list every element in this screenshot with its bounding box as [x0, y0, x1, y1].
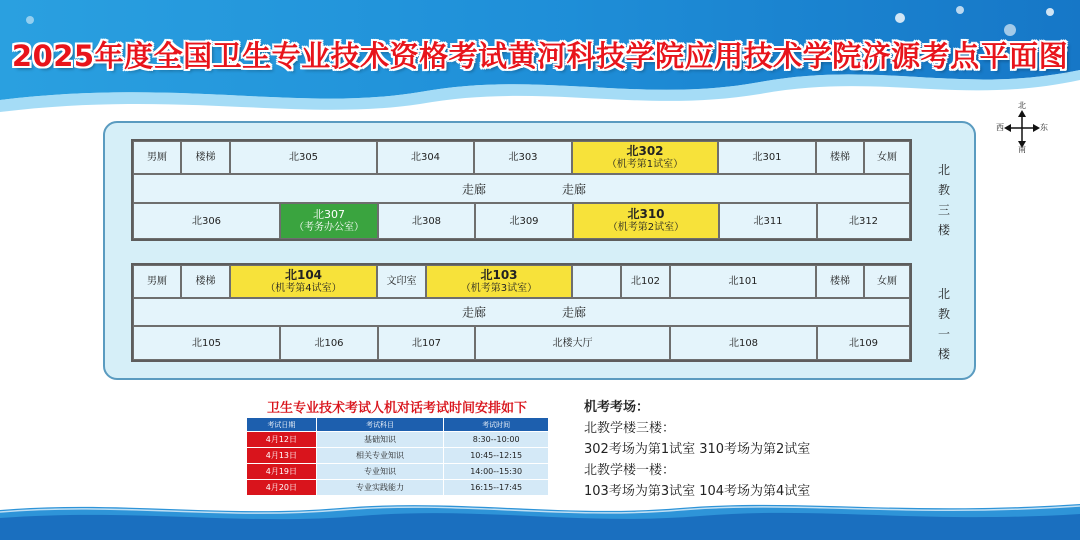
room-n307-exam-office: 北307 （考务办公室）: [280, 203, 378, 239]
exam-subject: 专业实践能力: [316, 480, 444, 496]
exam-subject: 专业知识: [316, 464, 444, 480]
schedule-title: 卫生专业技术考试人机对话考试时间安排如下: [266, 401, 527, 416]
exam-schedule-table: [246, 417, 549, 496]
compass-south: 南: [1018, 145, 1026, 154]
room-unlabeled: [572, 265, 621, 298]
room-n309: 北309: [475, 203, 573, 239]
room-n103-exam-3: 北103 （机考第3试室）: [426, 265, 572, 298]
notes-line: 302考场为第1试室 310考场为第2试室: [584, 442, 811, 457]
notes-heading: 机考考场：: [584, 400, 650, 415]
footer-wave: [0, 496, 1080, 540]
exam-time: 14:00--15:30: [444, 464, 549, 480]
table-row: [247, 464, 549, 480]
floor-3-label: 北 教 三 楼: [937, 163, 950, 237]
column-header: 考试时间: [444, 418, 549, 432]
floor-3-north-rooms: [131, 141, 912, 174]
corridor-label: 走廊: [562, 305, 587, 320]
room-n106: 北106: [280, 326, 378, 360]
floor-1-corridor-row: [131, 298, 912, 326]
room-north-hall: 北楼大厅: [475, 326, 670, 360]
room-stairs: 楼梯: [181, 141, 230, 174]
room-stairs: 楼梯: [816, 141, 864, 174]
room-n102: 北102: [621, 265, 670, 298]
room-n304: 北304: [377, 141, 474, 174]
exam-subject: 相关专业知识: [316, 448, 444, 464]
room-n107: 北107: [378, 326, 475, 360]
exam-date: 4月12日: [247, 432, 317, 448]
notes-line: 北教学楼一楼：: [584, 463, 676, 478]
room-stairs: 楼梯: [816, 265, 864, 298]
room-n105: 北105: [133, 326, 280, 360]
room-n108: 北108: [670, 326, 817, 360]
table-row: [247, 448, 549, 464]
room-print-room: 文印室: [377, 265, 426, 298]
room-n311: 北311: [719, 203, 817, 239]
room-n303: 北303: [474, 141, 572, 174]
exam-time: 16:15--17:45: [444, 480, 549, 496]
corridor: [133, 298, 910, 326]
room-n104-exam-4: 北104 （机考第4试室）: [230, 265, 377, 298]
exam-subject: 基础知识: [316, 432, 444, 448]
room-men-toilet: 男厕: [133, 141, 181, 174]
exam-room-notes: [584, 397, 904, 502]
room-n308: 北308: [378, 203, 475, 239]
exam-time: 8:30--10:00: [444, 432, 549, 448]
header-banner: [0, 0, 1080, 120]
compass-north: 北: [1018, 101, 1026, 110]
exam-date: 4月13日: [247, 448, 317, 464]
room-n305: 北305: [230, 141, 377, 174]
room-men-toilet: 男厕: [133, 265, 181, 298]
room-n301: 北301: [718, 141, 816, 174]
exam-date: 4月20日: [247, 480, 317, 496]
compass-east: 东: [1040, 123, 1048, 132]
table-row: [247, 480, 549, 496]
room-women-toilet: 女厕: [864, 141, 910, 174]
floor-1-plan: [131, 263, 912, 362]
column-header: 考试科目: [316, 418, 444, 432]
page-title: 2025年度全国卫生专业技术资格考试黄河科技学院应用技术学院济源考点平面图: [11, 39, 1069, 73]
floor-1-south-rooms: [131, 326, 912, 360]
table-header-row: [247, 418, 549, 432]
floor-3-corridor-row: [131, 174, 912, 203]
room-n312: 北312: [817, 203, 910, 239]
exam-time: 10:45--12:15: [444, 448, 549, 464]
table-row: [247, 432, 549, 448]
corridor-label: 走廊: [462, 182, 487, 196]
room-n310-exam-2: 北310 （机考第2试室）: [573, 203, 719, 239]
corridor-label: 走廊: [562, 182, 587, 196]
footer-wave-background: [0, 496, 1080, 540]
floor-3-plan: [131, 139, 912, 241]
corridor: [133, 174, 910, 203]
notes-line: 北教学楼三楼：: [584, 421, 676, 436]
floor-1-north-rooms: [131, 265, 912, 298]
room-women-toilet: 女厕: [864, 265, 910, 298]
floor-1-label: 北 教 一 楼: [937, 287, 950, 361]
exam-date: 4月19日: [247, 464, 317, 480]
notes-line: 103考场为第3试室 104考场为第4试室: [584, 484, 811, 499]
floor-3-south-rooms: [131, 203, 912, 239]
compass: [996, 101, 1048, 154]
room-n302-exam-1: 北302 （机考第1试室）: [572, 141, 718, 174]
room-n101: 北101: [670, 265, 816, 298]
room-n109: 北109: [817, 326, 910, 360]
column-header: 考试日期: [247, 418, 317, 432]
compass-west: 西: [996, 123, 1004, 132]
room-stairs: 楼梯: [181, 265, 230, 298]
corridor-label: 走廊: [462, 305, 487, 320]
room-n306: 北306: [133, 203, 280, 239]
